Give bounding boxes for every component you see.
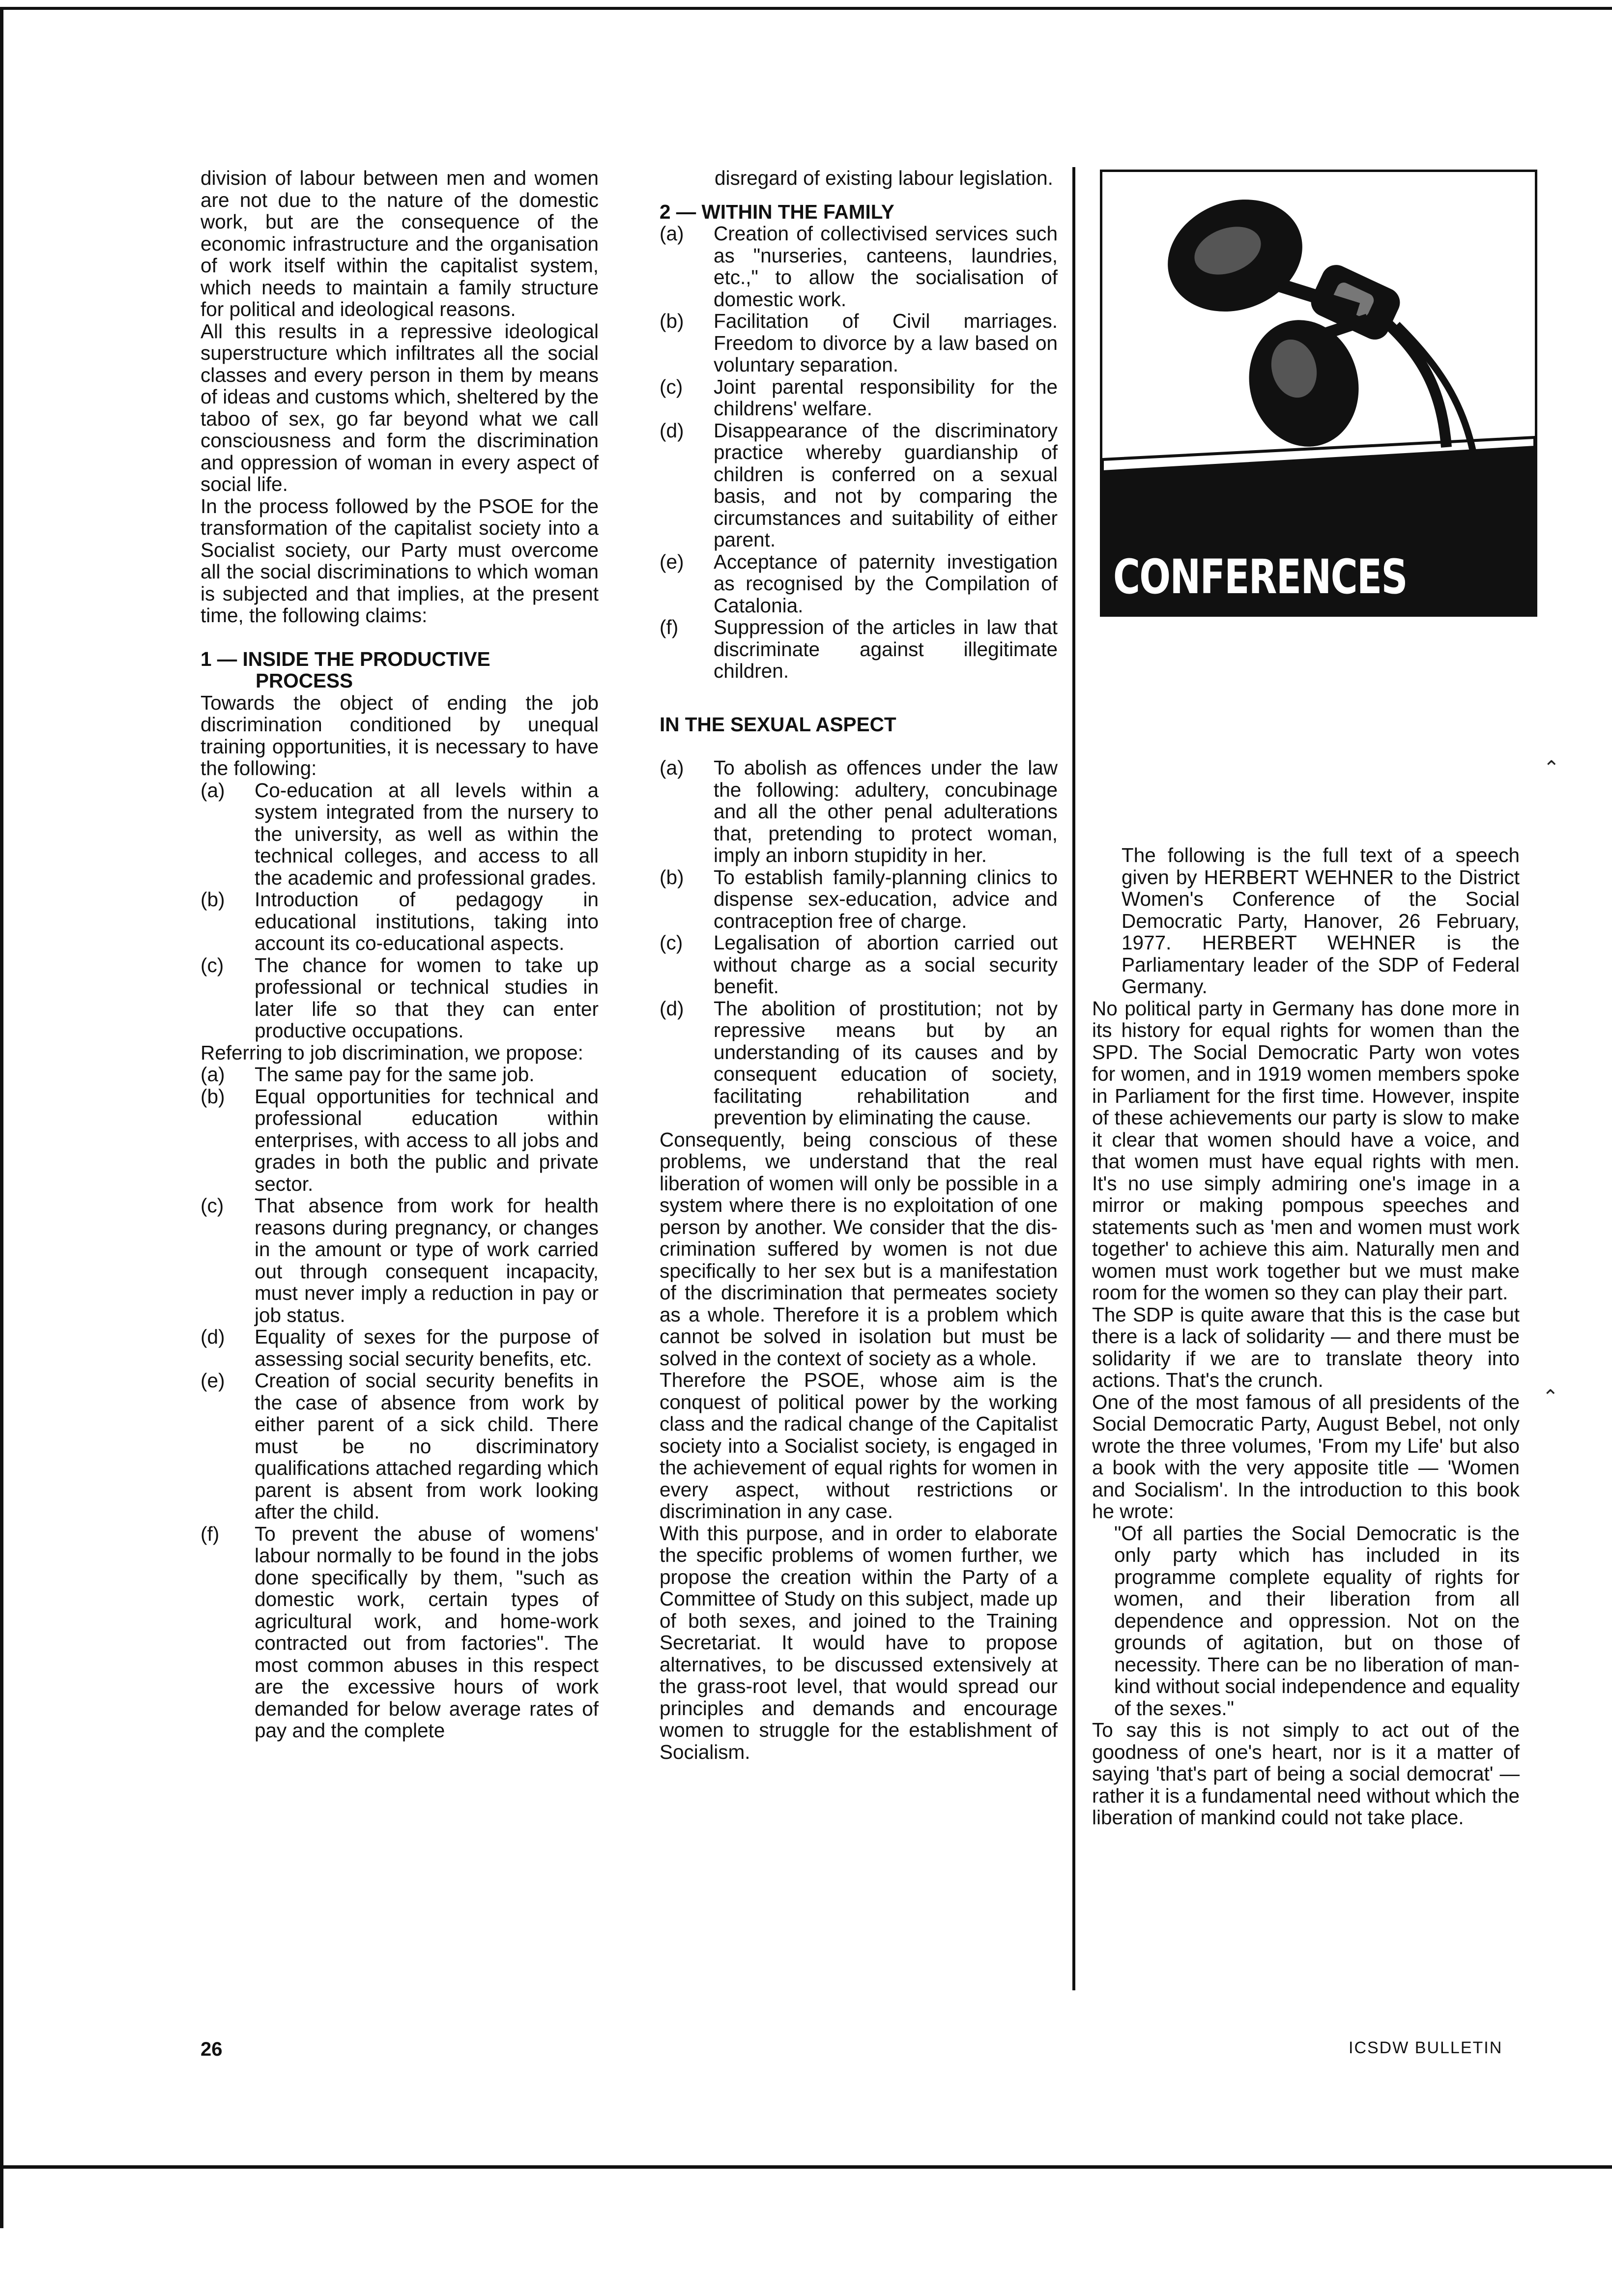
list-item	[660, 376, 1058, 420]
bottom-border-rule	[0, 2165, 1612, 2169]
list-item-text: Co-education at all levels within a system integrated from the nursery to the university, as well as within the technical colleges, and access to all the academic and professional grades.	[255, 778, 599, 889]
list-item-label: (e)	[201, 1369, 225, 1392]
list-item-text: The abolition of prostitution; not by repressive means but by an understanding of its causes and by consequent education of society, facilitating rehabilitation and prevention by eliminating the cause.	[714, 997, 1058, 1129]
paragraph: No political party in Germany has done more in its history for equal rights for women than the SPD. The Social Democratic Party won votes for women, and in 1919 women members spoke in Parliament for the first time. However, inspite of these achievements our party is slow to make it clear that women should have a voice, and that women must have equal rights with men. It's no use simply admiring one's image in a mirror or making pompous speeches and statements such as 'men and women must work together' to achieve this aim. Naturally men and women must work together but we must make room for the women so they can play their part.	[1092, 997, 1520, 1304]
list-item-text: Equality of sexes for the purpose of assessing social security benefits, etc.	[255, 1325, 599, 1370]
list-item-text: Joint parental responsibility for the childrens' welfare.	[714, 375, 1058, 420]
list-item-label: (c)	[201, 953, 224, 976]
list-item-label: (c)	[201, 1194, 224, 1217]
list-item	[660, 420, 1058, 551]
list-item	[660, 757, 1058, 866]
top-border-rule	[0, 7, 1612, 10]
list-item-text: To abolish as offences under the law the following: adultery, concubinage and all the other penal adulterations that, pretending to protect woman, imply an inborn stupidity in her.	[714, 756, 1058, 866]
paragraph: Towards the object of ending the job discrimination conditioned by unequal training opportunities, it is necessary to have the following:	[201, 691, 599, 779]
list-item	[660, 932, 1058, 998]
list-item	[201, 779, 599, 889]
list-item-text: To prevent the abuse of womens' labour normally to be found in the jobs done specifically by them, "such as domestic work, certain types of agricultural work, and home-work contracted out from factories". The most common abuses in this respect are the excessive hours of work demanded for below average rates of pay and the complete	[255, 1522, 599, 1742]
paragraph: All this results in a repressive ideological superstructure which infiltrates all the social classes and every person in them by means of ideas and customs which, sheltered by the taboo of sex, go far beyond what we call consciousness and form the discrimination and oppression of woman in every aspect of social life.	[201, 319, 599, 495]
column-2	[660, 167, 1058, 1763]
section-heading: 2 — WITHIN THE FAMILY	[660, 200, 894, 223]
margin-mark: ⌃	[1542, 1386, 1559, 1408]
list-item-text: Disappearance of the discriminatory practice whereby guardianship of children is conferred on a sexual basis, and not by comparing the circumstances and suitability of either parent.	[714, 419, 1058, 551]
list-item-label: (c)	[660, 375, 683, 398]
margin-mark: ⌃	[1543, 757, 1560, 779]
list-item	[660, 998, 1058, 1129]
list-item-text: That absence from work for health reasons during pregnancy, or changes in the amount or type of work carried out through consequent incapacity, must never imply a reduction in pay or job status.	[255, 1194, 599, 1326]
list-item	[201, 954, 599, 1042]
paragraph: division of labour between men and women are not due to the nature of the domestic work, but are the consequence of the economic infrastructure and the organisation of work itself within the capitalist system, which needs to maintain a family structure for political and ideological reasons.	[201, 167, 599, 320]
list-item-label: (c)	[660, 931, 683, 954]
list-item	[201, 889, 599, 954]
paragraph: One of the most famous of all presidents of the Social Democratic Party, August Bebel, not only wrote the three volumes, 'From my Life' but also a book with the very apposite title — 'Women and Socialism'. In the introduction to this book he wrote:	[1092, 1390, 1520, 1522]
list-item	[201, 1326, 599, 1370]
list-item-text: Creation of social security benefits in the case of absence from work by either parent of a sick child. There must be no discriminatory qualifications attached regarding which parent is absent from work looking after the child.	[255, 1369, 599, 1523]
list-item	[201, 1086, 599, 1195]
list-item-label: (d)	[660, 997, 684, 1020]
list-item	[201, 1063, 599, 1086]
list-item-text: The same pay for the same job.	[255, 1063, 535, 1086]
list-item	[201, 1195, 599, 1326]
list-item-label: (b)	[660, 865, 684, 889]
paragraph: The SDP is quite aware that this is the case but there is a lack of solidarity — and there must be solidarity if we are to translate theory into actions. That's the crunch.	[1092, 1303, 1520, 1391]
conferences-illustration	[1100, 170, 1537, 617]
list-item	[660, 310, 1058, 376]
list-item-label: (d)	[201, 1325, 225, 1348]
paragraph: Referring to job discrimination, we propose:	[201, 1041, 583, 1064]
column-divider	[1072, 167, 1075, 1990]
list-item-text: Facilitation of Civil marriages. Freedom to divorce by a law based on voluntary separation.	[714, 310, 1058, 376]
list-item-label: (a)	[201, 1063, 225, 1086]
paragraph: To say this is not simply to act out of the goodness of one's heart, nor is it a matter of saying 'that's part of being a social democrat' — rather it is a fundamental need without which the liberation of mankind could not take place.	[1092, 1719, 1520, 1829]
list-item-label: (b)	[201, 1085, 225, 1108]
list-item	[660, 616, 1058, 682]
banner-title: CONFERENCES	[1113, 549, 1407, 604]
list-item-label: (a)	[660, 222, 684, 245]
section-heading: IN THE SEXUAL ASPECT	[660, 713, 896, 736]
list-item-label: (e)	[660, 550, 684, 573]
column-3	[1092, 844, 1520, 1829]
section-heading: 1 — INSIDE THE PRODUCTIVE	[201, 647, 490, 670]
page-number: 26	[201, 2038, 223, 2060]
paragraph: In the process followed by the PSOE for the transformation of the capitalist society into a Socialist society, our Party must overcome all the social discriminations to which woman is subjected and that implies, at the present time, the following claims:	[201, 494, 599, 627]
list-item	[660, 866, 1058, 932]
list-item	[660, 223, 1058, 310]
list-item-text: To establish family-planning clinics to dispense sex-education, advice and contraception free of charge.	[714, 865, 1058, 932]
list-item	[660, 551, 1058, 617]
list-item-text: Suppression of the articles in law that discriminate against illegitimate children.	[714, 616, 1058, 682]
list-item-text: Creation of collectivised services such as "nurseries, canteens, laundries, etc.," to allow the socialisation of domestic work.	[714, 222, 1058, 311]
paragraph: With this purpose, and in order to elaborate the specific problems of women further, we propose the creation within the Party of a Committee of Study on this subject, made up of both sexes, and joined to the Training Secretariat. It would have to propose alternatives, to be discussed extensively at the grass-root level, that would spread our principles and demands and encourage women to struggle for the establishment of Socialism.	[660, 1521, 1058, 1763]
list-item-text: Equal opportunities for technical and professional education within enterprises, with access to all jobs and grades in both the public and private sector.	[255, 1085, 599, 1195]
list-item-label: (f)	[660, 616, 679, 638]
paragraph: Therefore the PSOE, whose aim is the conquest of political power by the working class and the radical change of the Capitalist society into a Socialist society, is engaged in the achievement of equal rights for women in every aspect, without restrictions or discrimination in any case.	[660, 1369, 1058, 1522]
block-quote: "Of all parties the Social Democratic is the only party which has included in its programme complete equality of rights for women, and their liberation from all dependence and oppression. Not on the grounds of agitation, but on those of necessity. There can be no liberation of mankind without social independence and equality of the sexes."	[1114, 1521, 1520, 1720]
list-item-label: (b)	[660, 310, 684, 332]
paragraph-continuation: disregard of existing labour legislation.	[715, 167, 1053, 189]
list-item-text: Legalisation of abortion carried out without charge as a social security benefit.	[714, 931, 1058, 998]
list-item-label: (a)	[201, 778, 225, 802]
list-item	[201, 1523, 599, 1742]
list-item-label: (a)	[660, 756, 684, 779]
column-1	[201, 167, 599, 1742]
list-item	[201, 1370, 599, 1523]
list-item-label: (b)	[201, 888, 225, 911]
list-item-label: (d)	[660, 419, 684, 442]
left-border-rule	[0, 7, 3, 2228]
list-item-text: Introduction of pedagogy in educational institutions, taking into account its co-educational aspects.	[255, 888, 599, 954]
conferences-banner	[1102, 531, 1535, 614]
paragraph: Consequently, being conscious of these problems, we understand that the real liberation of women will only be possible in a system where there is no exploitation of one person by another. We consider that the discrimination suffered by women is not due specifically to her sex but is a manifestation of the discrimination that permeates society as a whole. Therefore it is a problem which cannot be solved in isolation but must be solved in the context of society as a whole.	[660, 1128, 1058, 1370]
list-item-text: The chance for women to take up professional or technical studies in later life so that they can enter productive occupations.	[255, 953, 599, 1042]
section-heading-continued: PROCESS	[256, 669, 353, 692]
list-item-label: (f)	[201, 1522, 220, 1545]
publication-name: ICSDW BULLETIN	[1349, 2038, 1503, 2057]
article-intro: The following is the full text of a speech given by HERBERT WEHNER to the District Women's Conference of the Social Democratic Party, Hanover, 26 February, 1977. HERBERT WEHNER is the Parliamentary leader of the SDP of Federal Germany.	[1122, 844, 1520, 998]
list-item-text: Acceptance of paternity investigation as recognised by the Compilation of Catalonia.	[714, 550, 1058, 617]
